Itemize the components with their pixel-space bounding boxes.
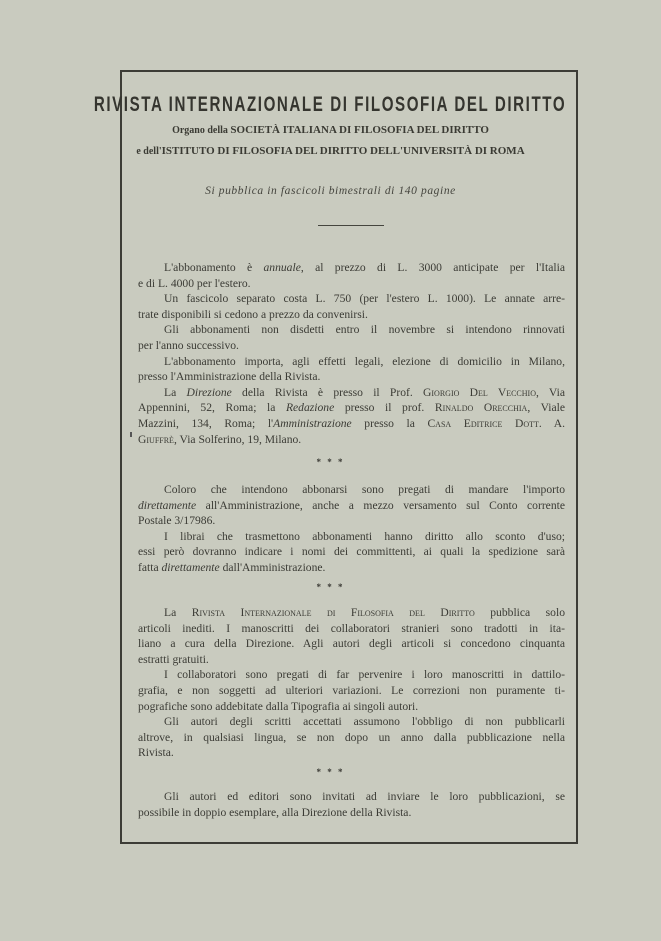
text-line — [138, 322, 565, 338]
text-segment: altrove, in qualsiasi lingua, se non dopo un anno dalla pubblicazione nella — [138, 730, 565, 744]
paragraph — [138, 667, 565, 714]
text-segment: Gli autori degli scritti accettati assumono l'obbligo di non pubblicarli — [164, 715, 565, 729]
header-rule — [318, 225, 384, 226]
text-segment: pubblica solo — [474, 606, 565, 619]
paragraph — [138, 714, 565, 761]
journal-title — [0, 93, 661, 117]
paragraph — [138, 385, 565, 447]
paragraph — [138, 291, 565, 322]
text-segment: pografiche sono addebitate dalla Tipografia ai singoli autori. — [138, 699, 419, 713]
text-segment: Rivista. — [138, 746, 174, 760]
italic-text: Redazione — [285, 401, 335, 415]
separator-stars: * * * — [316, 457, 345, 467]
paragraph — [138, 605, 565, 667]
text-line — [138, 714, 565, 730]
text-segment: I librai che trasmettono abbonamenti hanno diritto allo sconto d'uso; — [164, 529, 565, 543]
text-segment: articoli inediti. I manoscritti dei collaboratori stranieri sono tradotti in ita- — [138, 621, 565, 635]
text-segment: grafia, e non soggetti ad ulteriori variazioni. Le correzioni non puramente ti- — [138, 683, 565, 697]
paper-speck — [130, 432, 132, 437]
text-segment: L'abbonamento importa, agli effetti legali, elezione di domicilio in Milano, — [164, 354, 565, 368]
paragraph — [138, 529, 565, 576]
subtitle-society-name: SOCIETÀ ITALIANA DI FILOSOFIA DEL DIRITTO — [230, 124, 489, 136]
text-line — [138, 260, 565, 276]
section-payment — [138, 482, 565, 576]
text-line — [138, 667, 565, 683]
text-segment: La — [164, 385, 187, 399]
journal-title-text: RIVISTA INTERNAZIONALE DI FILOSOFIA DEL DIRITTO — [94, 93, 567, 116]
text-line — [138, 636, 565, 652]
text-segment: all'Amministrazione, anche a mezzo versamento sul Conto corrente — [196, 498, 565, 512]
text-line — [138, 683, 565, 699]
separator-stars: * * * — [316, 582, 345, 592]
text-segment: , Via Solferino, 19, Milano. — [173, 432, 302, 446]
text-segment: presso il prof. — [334, 401, 435, 415]
text-segment: La — [164, 606, 192, 619]
text-segment: Gli abbonamenti non disdetti entro il novembre si intendono rinnovati — [164, 323, 565, 337]
italic-text: Amministrazione — [273, 416, 352, 430]
text-segment: Appennini, 52, Roma; la — [138, 401, 286, 415]
separator-stars: * * * — [316, 767, 345, 777]
text-line — [138, 805, 565, 821]
text-segment: , Via — [535, 385, 565, 399]
text-segment: , al prezzo di L. 3000 anticipate per l'Italia — [300, 261, 565, 274]
text-line — [138, 560, 565, 576]
text-line — [138, 605, 565, 621]
text-segment: per l'anno successivo. — [138, 338, 239, 352]
subtitle-institute — [0, 145, 661, 157]
text-segment: della Rivista è presso il Prof. — [231, 385, 424, 399]
text-segment: possibile in doppio esemplare, alla Direzione della Rivista. — [138, 805, 412, 819]
text-line — [138, 544, 565, 560]
text-segment: trate disponibili si cedono a prezzo da convenirsi. — [138, 307, 368, 321]
paragraph — [138, 482, 565, 529]
publication-tagline: Si pubblica in fascicoli bimestrali di 140 pagine — [205, 185, 456, 197]
text-line — [138, 621, 565, 637]
small-caps-text: Giorgio Del Vecchio — [423, 385, 536, 399]
text-line — [138, 482, 565, 498]
text-line — [138, 730, 565, 746]
section-publications — [138, 789, 565, 820]
text-segment: Coloro che intendono abbonarsi sono pregati di mandare l'importo — [164, 483, 565, 496]
text-line — [138, 354, 565, 370]
text-line — [138, 432, 565, 448]
text-segment: , Viale — [527, 401, 566, 415]
text-segment: estratti gratuiti. — [138, 652, 209, 666]
text-segment: presso l'Amministrazione della Rivista. — [138, 370, 321, 384]
text-segment: fatta — [138, 560, 162, 574]
section-subscription — [138, 260, 565, 447]
text-segment: Gli autori ed editori sono invitati ad inviare le loro pubblicazioni, se — [164, 790, 565, 803]
small-caps-text: Rivista Internazionale di Filosofia del Diritto — [191, 606, 475, 619]
text-line — [138, 416, 565, 432]
paragraph — [138, 260, 565, 291]
text-line — [138, 529, 565, 545]
text-line — [138, 385, 565, 401]
text-segment: Un fascicolo separato costa L. 750 (per l'estero L. 1000). Le annate arre- — [164, 292, 565, 306]
text-segment: L'abbonamento è — [164, 261, 264, 274]
text-line — [138, 745, 565, 761]
subtitle-institute-name: ISTITUTO DI FILOSOFIA DEL DIRITTO DELL'UNIVERSITÀ DI ROMA — [161, 145, 525, 157]
text-segment: essi però dovranno indicare i nomi dei committenti, ai quali la spedizione sarà — [138, 545, 565, 559]
subtitle-society — [0, 124, 661, 136]
text-line — [138, 307, 565, 323]
text-segment: dall'Amministrazione. — [219, 560, 326, 574]
italic-text: Direzione — [186, 385, 232, 399]
text-segment: Postale 3/17986. — [138, 514, 216, 528]
text-line — [138, 789, 565, 805]
paragraph — [138, 322, 565, 353]
paragraph — [138, 789, 565, 820]
text-segment: presso la — [351, 416, 428, 430]
small-caps-text: Giuffrè — [138, 432, 174, 446]
italic-text: direttamente — [138, 498, 197, 512]
text-line — [138, 498, 565, 514]
text-segment: I collaboratori sono pregati di far pervenire i loro manoscritti in dattilo- — [164, 668, 565, 682]
subtitle-prefix: Organo della — [172, 125, 231, 136]
text-segment: liano a cura della Direzione. Agli autori degli articoli si concedono cinquanta — [138, 637, 565, 651]
text-segment: Mazzini, 134, Roma; l' — [138, 416, 274, 430]
text-line — [138, 400, 565, 416]
italic-text: direttamente — [161, 560, 220, 574]
section-contributions — [138, 605, 565, 761]
text-line — [138, 291, 565, 307]
paragraph — [138, 354, 565, 385]
text-line — [138, 699, 565, 715]
small-caps-text: Casa Editrice Dott. A. — [427, 416, 565, 430]
text-line — [138, 513, 565, 529]
text-line — [138, 338, 565, 354]
text-segment: e di L. 4000 per l'estero. — [138, 276, 251, 290]
subtitle-prefix: e dell' — [136, 146, 162, 157]
text-line — [138, 276, 565, 292]
small-caps-text: Rinaldo Orecchia — [434, 401, 528, 415]
text-line — [138, 369, 565, 385]
italic-text: annuale — [263, 261, 301, 274]
text-line — [138, 652, 565, 668]
